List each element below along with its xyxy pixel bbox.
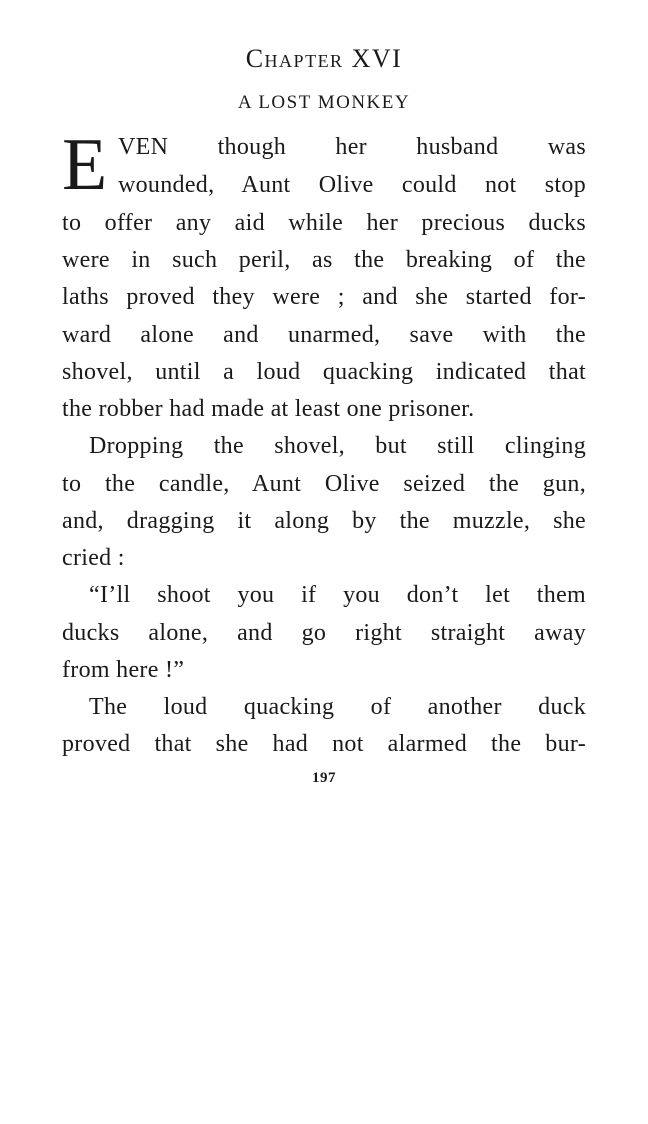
text-line: and, dragging it along by the muzzle, she [62,508,586,534]
text-line: to offer any aid while her precious ducks [62,210,586,236]
text-line: The loud quacking of another duck [89,694,586,720]
text-line: VEN though her husband was [118,134,586,160]
page-number: 197 [312,770,336,786]
chapter-title: Chapter XVI [245,44,403,73]
text-line: cried : [62,545,125,571]
text-line: “I’ll shoot you if you don’t let them [89,582,586,608]
text-line: proved that she had not alarmed the bur- [62,731,586,757]
text-line: Dropping the shovel, but still clinging [89,433,586,459]
book-page [62,0,586,1124]
text-line: shovel, until a loud quacking indicated that [62,359,586,385]
text-line: the robber had made at least one prisoner. [62,396,475,422]
text-line: ward alone and unarmed, save with the [62,322,586,348]
text-line: laths proved they were ; and she started for- [62,284,586,310]
text-line: wounded, Aunt Olive could not stop [118,172,586,198]
text-line: were in such peril, as the breaking of the [62,247,586,273]
text-line: to the candle, Aunt Olive seized the gun, [62,471,586,497]
chapter-subtitle: A LOST MONKEY [237,92,411,113]
text-line: from here !” [62,657,185,683]
drop-cap: E [62,124,108,206]
text-line: ducks alone, and go right straight away [62,620,586,646]
